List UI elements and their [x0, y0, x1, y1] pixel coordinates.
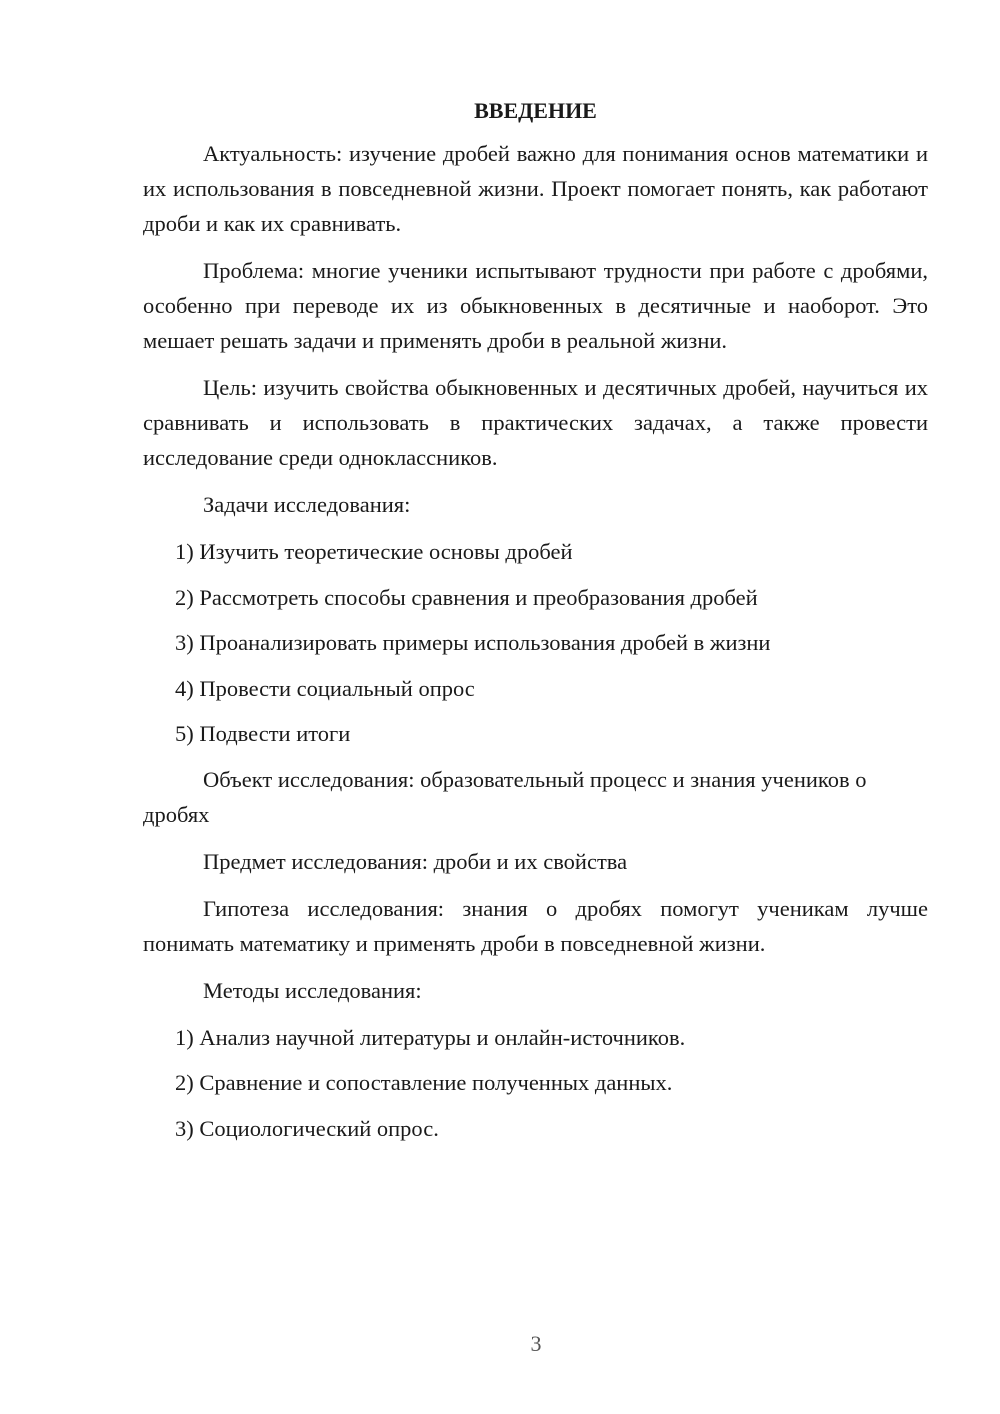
object-paragraph: Объект исследования: образовательный процесс и знания учеников о дробях — [143, 766, 867, 827]
tasks-list — [143, 534, 928, 751]
section-title: ВВЕДЕНИЕ — [474, 98, 597, 123]
hypothesis-paragraph: Гипотеза исследования: знания о дробях помогут ученикам лучше понимать математику и применять дроби в повседневной жизни. — [143, 895, 928, 956]
list-item: 2) Сравнение и сопоставление полученных данных. — [175, 1070, 673, 1095]
list-item: 3) Проанализировать примеры использования дробей в жизни — [175, 630, 771, 655]
list-item: 1) Анализ научной литературы и онлайн-источников. — [175, 1024, 686, 1050]
page-number: 3 — [530, 1331, 542, 1356]
tasks-heading: Задачи исследования: — [203, 492, 411, 517]
list-item: 1) Изучить теоретические основы дробей — [175, 539, 573, 564]
list-item: 3) Социологический опрос. — [175, 1115, 439, 1141]
goal-paragraph: Цель: изучить свойства обыкновенных и десятичных дробей, научиться их сравнивать и использовать в практических задачах, а также провести исследование среди одноклассников. — [143, 375, 928, 470]
list-item: 2) Рассмотреть способы сравнения и преобразования дробей — [175, 584, 758, 610]
methods-heading: Методы исследования: — [203, 977, 422, 1003]
relevance-paragraph: Актуальность: изучение дробей важно для понимания основ математики и их использования в повседневной жизни. Проект помогает понять, как работают дроби и как их сравнивать. — [143, 141, 928, 236]
list-item: 4) Провести социальный опрос — [175, 675, 475, 701]
subject-paragraph: Предмет исследования: дроби и их свойства — [203, 848, 628, 874]
list-item: 5) Подвести итоги — [175, 721, 351, 746]
methods-list — [143, 1020, 928, 1146]
page-content — [143, 96, 928, 1156]
problem-paragraph: Проблема: многие ученики испытывают трудности при работе с дробями, особенно при переводе их из обыкновенных в десятичные и наоборот. Это мешает решать задачи и применять дроби в реальной жизни. — [143, 258, 928, 353]
